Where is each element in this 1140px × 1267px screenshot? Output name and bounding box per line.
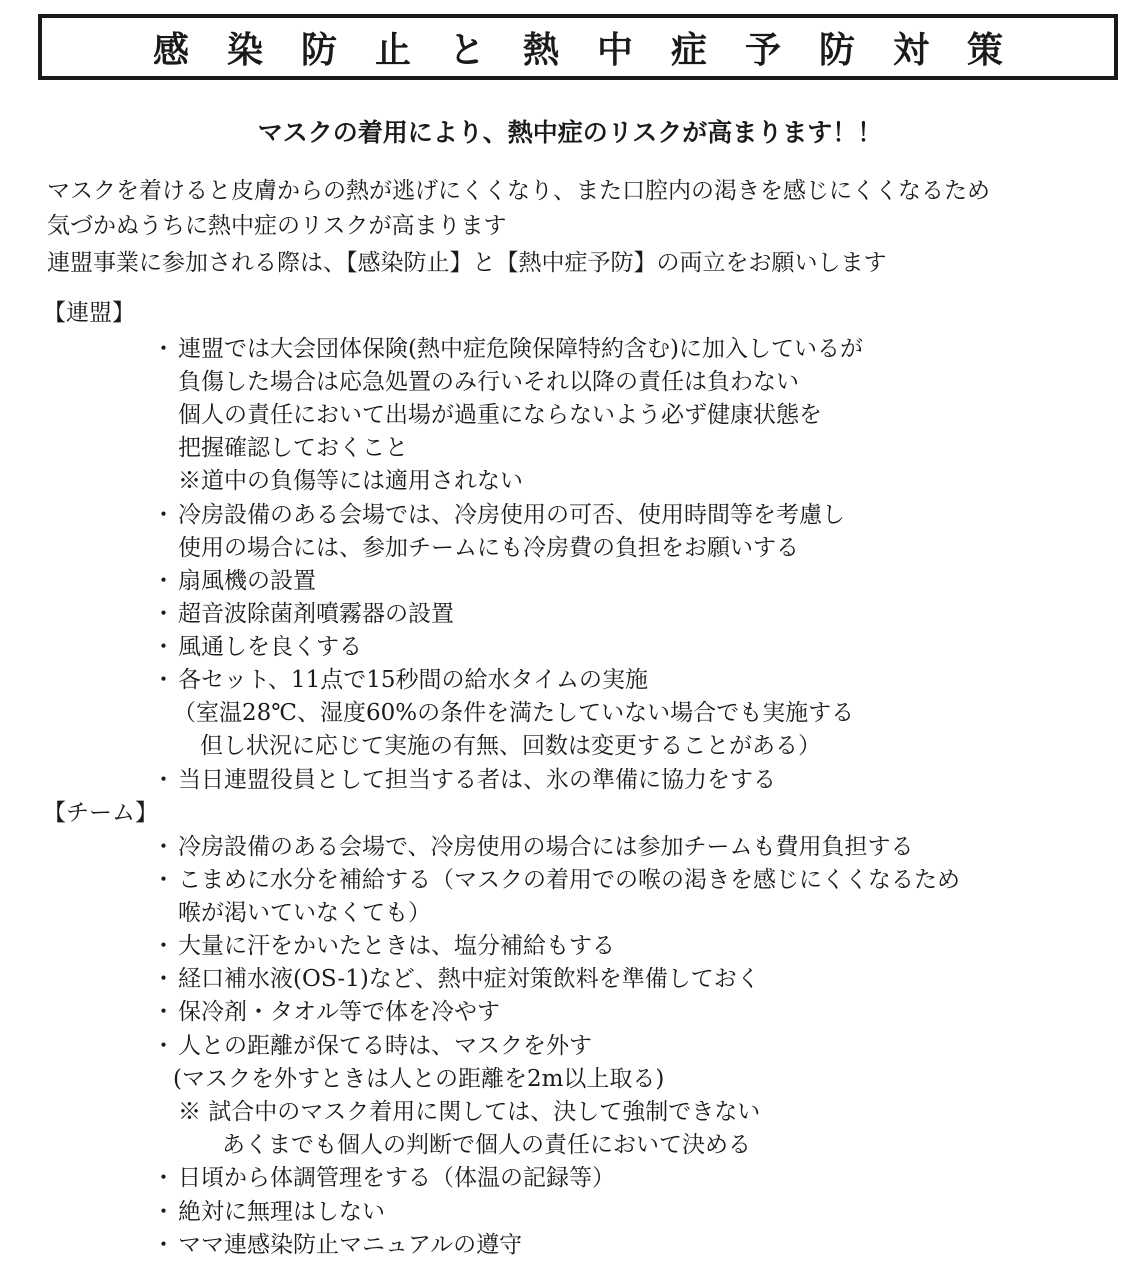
team-line: (マスクを外すときは人との距離を2m以上取る)	[173, 1066, 665, 1092]
league-line: 冷房設備のある会場では、冷房使用の可否、使用時間等を考慮し	[178, 502, 845, 528]
bullet-mark: ・	[152, 999, 175, 1025]
intro-line: マスクを着けると皮膚からの熱が逃げにくくなり、また口腔内の渇きを感じにくくなるため	[47, 178, 990, 204]
bullet-mark: ・	[152, 568, 175, 594]
league-line: 但し状況に応じて実施の有無、回数は変更することがある）	[200, 733, 821, 759]
team-line: 喉が渇いていなくても）	[178, 900, 431, 926]
league-line: 各セット、11点で15秒間の給水タイムの実施	[178, 667, 649, 693]
bullet-mark: ・	[152, 1165, 175, 1191]
league-line: 使用の場合には、参加チームにも冷房費の負担をお願いする	[178, 535, 799, 561]
bullet-mark: ・	[152, 336, 175, 362]
league-line: 連盟では大会団体保険(熱中症危険保障特約含む)に加入しているが	[178, 336, 863, 362]
bullet-mark: ・	[152, 502, 175, 528]
league-heading: 【連盟】	[43, 300, 135, 326]
team-line: 大量に汗をかいたときは、塩分補給もする	[178, 933, 615, 959]
league-line: 扇風機の設置	[178, 568, 316, 594]
bullet-mark: ・	[152, 601, 175, 627]
intro-line: 連盟事業に参加される際は、【感染防止】と【熱中症予防】の両立をお願いします	[47, 250, 887, 276]
bullet-mark: ・	[152, 1199, 175, 1225]
team-line: 冷房設備のある会場で、冷房使用の場合には参加チームも費用負担する	[178, 834, 914, 860]
team-heading: 【チーム】	[43, 800, 158, 826]
bullet-mark: ・	[152, 966, 175, 992]
league-line: 個人の責任において出場が過重にならないよう必ず健康状態を	[178, 402, 822, 428]
team-line: 日頃から体調管理をする（体温の記録等）	[178, 1165, 615, 1191]
team-line: こまめに水分を補給する（マスクの着用での喉の渇きを感じにくくなるため	[178, 867, 960, 893]
team-line: ※ 試合中のマスク着用に関しては、決して強制できない	[178, 1099, 761, 1125]
bullet-mark: ・	[152, 933, 175, 959]
team-line: あくまでも個人の判断で個人の責任において決める	[222, 1132, 751, 1158]
league-line: 把握確認しておくこと	[178, 435, 408, 461]
bullet-mark: ・	[152, 667, 175, 693]
team-line: 経口補水液(OS-1)など、熱中症対策飲料を準備しておく	[178, 966, 760, 992]
team-line: 人との距離が保てる時は、マスクを外す	[178, 1033, 592, 1059]
bullet-mark: ・	[152, 634, 175, 660]
intro-line: 気づかぬうちに熱中症のリスクが高まります	[47, 213, 507, 239]
league-line: 負傷した場合は応急処置のみ行いそれ以降の責任は負わない	[178, 369, 799, 395]
bullet-mark: ・	[152, 867, 175, 893]
league-line: （室温28℃、湿度60%の条件を満たしていない場合でも実施する	[173, 700, 855, 726]
subtitle: マスクの着用により、熱中症のリスクが高まります！！	[257, 118, 883, 147]
league-line: 風通しを良くする	[178, 634, 362, 660]
title-box	[38, 14, 1118, 80]
league-line: 当日連盟役員として担当する者は、氷の準備に協力をする	[178, 767, 776, 793]
team-line: ママ連感染防止マニュアルの遵守	[178, 1232, 523, 1258]
bullet-mark: ・	[152, 1232, 175, 1258]
bullet-mark: ・	[152, 1033, 175, 1059]
team-line: 絶対に無理はしない	[178, 1199, 385, 1225]
league-line: 超音波除菌剤噴霧器の設置	[178, 601, 454, 627]
team-line: 保冷剤・タオル等で体を冷やす	[178, 999, 500, 1025]
bullet-mark: ・	[152, 834, 175, 860]
league-line: ※道中の負傷等には適用されない	[178, 468, 523, 494]
page-title: 感染防止と熱中症予防対策	[152, 29, 1041, 71]
bullet-mark: ・	[152, 767, 175, 793]
